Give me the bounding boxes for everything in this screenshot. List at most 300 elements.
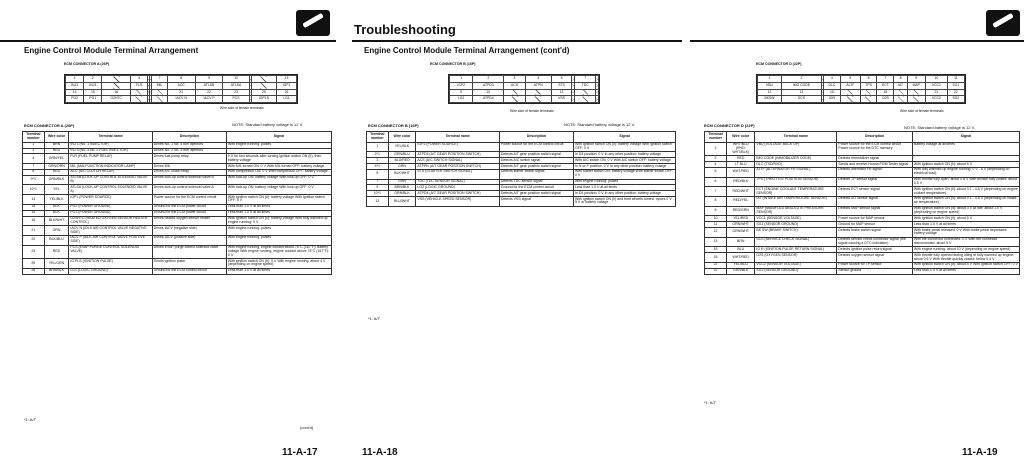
- table-cell: TPS (THROTTLE POSITION SENSOR): [755, 177, 837, 187]
- table-cell: 5: [367, 169, 389, 179]
- connector-pin: 2: [782, 76, 822, 83]
- table-cell: 0 V for two seconds after turning ignition switch ON (II), then battery voltage: [226, 154, 331, 164]
- connector-pin: 16: [102, 89, 131, 96]
- table-cell: BLU/WHT: [388, 197, 416, 207]
- table-cell: Detects TDC sensor signal: [499, 179, 573, 185]
- connector-pin: 3: [504, 76, 525, 83]
- connector-pin: SCS: [782, 96, 822, 103]
- table-cell: 10*1: [23, 185, 45, 195]
- table-cell: With engine running: pulses: [226, 226, 331, 236]
- column-header: Terminal name: [416, 132, 499, 143]
- table-cell: Drives No. 1 No. 4 fuel injectors: [152, 142, 226, 148]
- table-cell: 10*1: [367, 191, 389, 197]
- connector-pin: [596, 96, 599, 103]
- table-cell: Ground for the ECM power circuit: [152, 210, 226, 216]
- connector-pin: [504, 96, 525, 103]
- connector-pin: [907, 96, 925, 103]
- table-cell: BLK: [44, 204, 69, 210]
- connector-pin: 10: [223, 76, 249, 83]
- table-cell: VBU (VOLTAGE BACK UP): [755, 142, 837, 156]
- connector-pin: [596, 89, 599, 96]
- table-cell: 7: [367, 179, 389, 185]
- table-cell: YEL/BLK: [44, 195, 69, 205]
- connector-pin: [860, 96, 877, 103]
- connector-row: [758, 89, 965, 96]
- note: NOTE: Standard battery voltage is 12 V.: [232, 122, 304, 127]
- wrench-icon: [986, 10, 1020, 36]
- table-cell: Detects IAT sensor signal: [837, 196, 913, 206]
- column-header: Terminal number: [367, 132, 389, 143]
- connector-pin: MAP: [907, 82, 925, 89]
- table-row: [23, 245, 332, 259]
- table-row: [705, 268, 1020, 274]
- table-cell: 7: [705, 187, 727, 197]
- table-label: ECM CONNECTOR D (22P): [704, 123, 755, 128]
- connector-row: [450, 96, 599, 103]
- connector-pin: 1: [758, 76, 782, 83]
- connector-diagram: [448, 74, 600, 104]
- table-cell: INJ 3 (No. 3 No. 2 FUEL INJECTOR): [69, 148, 152, 154]
- table-row: [367, 142, 676, 152]
- header-rule: [690, 40, 1024, 42]
- connector-row: [66, 76, 297, 83]
- table-cell: With starter switch ON: battery voltage With starter switch OFF: 0 V: [574, 169, 676, 179]
- table-cell: Drives MIL: [152, 164, 226, 170]
- connector-pin: [894, 89, 907, 96]
- connector-pin: IGPLS: [251, 96, 276, 103]
- connector-pin: 2: [84, 76, 102, 83]
- table-cell: ALTF (ALTERNATOR FR SIGNAL): [755, 167, 837, 177]
- table-cell: RED: [44, 245, 69, 259]
- connector-diagram: [64, 74, 298, 104]
- table-cell: 2: [705, 156, 727, 162]
- table-cell: PG1 (POWER GROUND): [69, 210, 152, 216]
- table-cell: With throttle fully opened during idling of fully warmed up engine: about 0.6 V With throttle quickly closed: below 0.4 V: [912, 253, 1019, 263]
- table-cell: 11: [705, 222, 727, 228]
- table-cell: Power source for the ECM control circuit: [152, 195, 226, 205]
- table-cell: With engine running: pulses: [574, 179, 676, 185]
- table-cell: With ignition switch ON (II): about 3 V At idle: about 1.0 V (depending on engine speed): [912, 206, 1019, 216]
- table-cell: Sends and receive Honda PGM Tester signal: [837, 162, 913, 168]
- table-cell: Less than 1.0 V at all times: [912, 268, 1019, 274]
- connector-pin: 15: [84, 89, 102, 96]
- connector-row: [450, 82, 599, 89]
- connector-pin: PG1: [84, 96, 102, 103]
- connector-label: ECM CONNECTOR B (16P): [430, 62, 476, 66]
- column-header: Terminal name: [69, 132, 152, 143]
- table-cell: Ground for the ECM control circuit: [152, 268, 226, 274]
- table-cell: BLK/WHT: [388, 169, 416, 179]
- table-cell: Less than 1.0 V at all times: [226, 268, 331, 274]
- column-header: Terminal number: [23, 132, 45, 143]
- page-number: 11-A-19: [962, 447, 998, 458]
- table-cell: GRN/YEL: [44, 154, 69, 164]
- table-cell: ECT (ENGINE COOLANT TEMPERATURE SENSOR): [755, 187, 837, 197]
- table-cell: 8: [23, 169, 45, 175]
- table-header-row: [705, 132, 1020, 143]
- connector-pin: MIL: [152, 82, 167, 89]
- table-cell: YEL/BLU: [727, 262, 755, 268]
- table-cell: Drives fuel pump relay: [152, 154, 226, 164]
- table-cell: WHT/RED: [727, 167, 755, 177]
- connector-pin: O2HTC: [102, 96, 131, 103]
- connector-pin: TDC: [575, 82, 596, 89]
- table-row: [705, 237, 1020, 247]
- table-cell: VSS (VEHICLE SPEED SENSOR): [416, 197, 499, 207]
- table-cell: Detects A/T gear position switch signal: [499, 152, 573, 158]
- table-row: [705, 167, 1020, 177]
- wire-side-label: Wire side of female terminals: [220, 106, 264, 110]
- table-cell: Drives EVAP purge control solenoid valve: [152, 245, 226, 259]
- connector-pin: 7: [575, 76, 596, 83]
- table-label: ECM CONNECTOR B (16P): [368, 123, 419, 128]
- table-cell: Detects A/C switch signal: [499, 158, 573, 164]
- table-cell: 9: [367, 185, 389, 191]
- connector-pin: 14: [66, 89, 84, 96]
- connector-row: [758, 82, 965, 89]
- table-cell: STS (STARTER SWITCH SIGNAL): [416, 169, 499, 179]
- table-cell: Detects VSS signal: [499, 197, 573, 207]
- page-number: 11-A-17: [282, 447, 318, 458]
- table-cell: With lock-up ON: battery voltage With lock-up OFF: 0 V: [226, 175, 331, 185]
- table-cell: PCS (EVAP PURGE CONTROL SOLENOID VALVE): [69, 245, 152, 259]
- connector-pin: 18: [877, 89, 894, 96]
- table-cell: MIL (MALFUNCTION INDICATOR LAMP): [69, 164, 152, 170]
- table-cell: 8: [705, 196, 727, 206]
- connector-pin: 10: [473, 89, 504, 96]
- connector-row: [66, 82, 297, 89]
- table-row: [367, 197, 676, 207]
- table-cell: With ignition switch ON (II): about 5 V: [912, 216, 1019, 222]
- table-cell: INJ 1 (No. 1 INJECTOR): [69, 142, 152, 148]
- column-header: Wire color: [388, 132, 416, 143]
- connector-pin: FLR: [130, 82, 147, 89]
- column-header: Wire color: [44, 132, 69, 143]
- table-cell: Detects oxygen sensor signal: [837, 253, 913, 263]
- header-rule: [0, 40, 336, 42]
- connector-pin: 9: [450, 89, 473, 96]
- table-cell: Detects service check connector signal (the signal causing a DTC indication): [837, 237, 913, 247]
- table-cell: YEL/BLK: [388, 142, 416, 152]
- connector-pin: PCS: [223, 96, 249, 103]
- table-cell: FLR (FUEL PUMP RELAY): [69, 154, 152, 164]
- connector-pin: [525, 96, 551, 103]
- table-cell: Power source for MAP sensor: [837, 216, 913, 222]
- table-cell: ATLSB (LOCK-UP CONTROL SOLENOID VALVE B): [69, 175, 152, 185]
- connector-pin: 11: [947, 76, 964, 83]
- terminal-table: [22, 131, 332, 275]
- table-cell: 4: [705, 162, 727, 168]
- connector-pin: ACC: [167, 82, 195, 89]
- column-header: Wire color: [727, 132, 755, 143]
- table-cell: With ignition switch ON (II): about 5 V: [912, 162, 1019, 168]
- connector-pin: 21: [167, 89, 195, 96]
- connector-pin: [102, 76, 131, 83]
- table-cell: BK SW (BRAKE SWITCH): [755, 228, 837, 238]
- table-cell: ATPD4 (A/T GEAR POSITION SWITCH): [416, 191, 499, 197]
- connector-grid: [449, 75, 599, 103]
- table-cell: In N or P position: 0 V In any other position: battery voltage: [574, 164, 676, 170]
- table-cell: WHT/BLU (RHD: WHT/BLK): [727, 142, 755, 156]
- table-cell: Power source for the ECM control circuit Power source for the DTC memory: [837, 142, 913, 156]
- table-cell: TDC (TDC SENSOR SIGNAL): [416, 179, 499, 185]
- connector-pin: 4: [130, 76, 147, 83]
- connector-pin: 13: [276, 76, 296, 83]
- table-cell: RED/BLK: [727, 177, 755, 187]
- table-cell: BLU: [727, 247, 755, 253]
- column-header: Signal: [912, 132, 1019, 143]
- table-cell: PG2 (POWER GROUND): [69, 204, 152, 210]
- table-header-row: [367, 132, 676, 143]
- table-cell: WHT/RED: [727, 253, 755, 263]
- connector-pin: SG1: [947, 82, 964, 89]
- table-cell: Detects MAP sensor signal: [837, 206, 913, 216]
- table-row: [23, 259, 332, 269]
- table-cell: With engine running, engine coolant below 75°C (167°F): battery voltage With engine running, engine coolant above 75°C (167°F): 0 V: [226, 245, 331, 259]
- table-cell: GRN/WHT: [727, 228, 755, 238]
- wire-side-label: Wire side of female terminals: [900, 109, 944, 113]
- connector-pin: STS: [551, 82, 572, 89]
- connector-pin: O2S: [877, 96, 894, 103]
- connector-pin: 5: [551, 76, 572, 83]
- connector-pin: IGR: [823, 96, 840, 103]
- table-cell: IG PLS (IGNITION PULSE): [69, 259, 152, 269]
- table-cell: Drives lock-up control solenoid valve A: [152, 185, 226, 195]
- connector-pin: ATLSB: [195, 82, 223, 89]
- table-cell: 12: [705, 228, 727, 238]
- table-cell: With throttle fully open: about 4.8 V With throttle fully closed: about 0.5 V: [912, 177, 1019, 187]
- table-row: [705, 228, 1020, 238]
- table-row: [23, 195, 332, 205]
- table-row: [23, 226, 332, 236]
- table-cell: BRN/BLK: [388, 185, 416, 191]
- table-cell: 15: [705, 247, 727, 253]
- table-cell: With ignition switch ON (II): battery voltage With ignition switch OFF: 0 V: [574, 142, 676, 152]
- table-cell: With MIL turned ON: 0 V With MIL turned OFF: battery voltage: [226, 164, 331, 170]
- table-cell: IAT (INTAKE AIR TEMPERATURE SENSOR): [755, 196, 837, 206]
- table-cell: With ignition switch ON (II) and front wheels turned: cycles 0 V - 5 V or battery voltage: [575, 196, 674, 205]
- table-cell: SCS (SERVICE CHECK SIGNAL): [755, 237, 837, 247]
- connector-pin: [840, 89, 860, 96]
- table-cell: ACC (A/C CLUTCH RELAY): [69, 169, 152, 175]
- connector-pin: ECT: [877, 82, 894, 89]
- table-row: [705, 206, 1020, 216]
- connector-pin: TPS: [860, 82, 877, 89]
- table-cell: LT BLU: [727, 162, 755, 168]
- connector-pin: 13: [551, 89, 572, 96]
- connector-row: [66, 89, 297, 96]
- table-cell: In D4 position: 0 V In any other position: battery voltage: [574, 191, 676, 197]
- table-row: [367, 169, 676, 179]
- connector-pin: [251, 76, 276, 83]
- connector-pin: VSS: [551, 96, 572, 103]
- table-cell: 1: [23, 142, 45, 148]
- connector-pin: 13: [782, 89, 822, 96]
- section-title: Engine Control Module Terminal Arrangement (cont'd): [364, 46, 570, 55]
- connector-pin: LG2: [450, 96, 473, 103]
- connector-pin: VCC1: [925, 82, 947, 89]
- table-cell: GRN/ORN: [44, 164, 69, 170]
- connector-pin: 15: [823, 89, 840, 96]
- connector-pin: 9: [907, 76, 925, 83]
- connector-pin: ATPD4: [473, 96, 504, 103]
- table-row: [705, 142, 1020, 156]
- table-cell: 1: [705, 142, 727, 156]
- table-row: [23, 235, 332, 245]
- table-cell: Drives heated oxygen sensor heater: [152, 216, 226, 226]
- table-cell: With engine running: about 10 V (depending on engine speed): [912, 247, 1019, 253]
- table-cell: 10: [705, 216, 727, 222]
- column-header: Description: [837, 132, 913, 143]
- connector-pin: IGP1: [276, 82, 296, 89]
- connector-pin: LG1: [276, 96, 296, 103]
- table-row: [705, 196, 1020, 206]
- table-cell: BRN/BLK: [44, 268, 69, 274]
- table-row: [705, 177, 1020, 187]
- connector-pin: INJ3: [84, 82, 102, 89]
- table-cell: 22: [705, 268, 727, 274]
- table-cell: 5: [705, 167, 727, 177]
- table-cell: O2SHTC (HEATED OXYGEN SENSOR HEATER CONTROL): [69, 216, 152, 226]
- connector-pin: 7: [152, 76, 167, 83]
- table-cell: GRN/BLK: [44, 175, 69, 185]
- table-cell: 22: [23, 235, 45, 245]
- table-cell: With engine running: pulses: [226, 142, 331, 148]
- table-cell: With fully warmed up engine running: 0 V - 5 V (depending on electrical load): [912, 167, 1019, 177]
- table-cell: 2: [23, 148, 45, 154]
- table-cell: YEL/RED: [727, 216, 755, 222]
- connector-pin: 12: [758, 89, 782, 96]
- table-cell: RED/WHT: [727, 187, 755, 197]
- table-cell: Sends ignition pulse: [152, 259, 226, 269]
- table-cell: With compressor ON: 0 V With compressor OFF: battery voltage: [226, 169, 331, 175]
- table-cell: DLC (TXD/RXD): [755, 162, 837, 168]
- table-cell: IMO CODE (IMMOBILIZER CODE): [755, 156, 837, 162]
- table-cell: Less than 1.0 V at all times: [574, 185, 676, 191]
- table-cell: 14: [23, 204, 45, 210]
- table-cell: BRN: [727, 237, 755, 247]
- table-cell: Less than 1.0 V at all times: [226, 204, 331, 210]
- table-cell: 2*1: [367, 152, 389, 158]
- connector-row: [450, 89, 599, 96]
- connector-label: ECM CONNECTOR A (26P): [64, 62, 110, 66]
- connector-pin: [525, 89, 551, 96]
- table-cell: 9: [705, 206, 727, 216]
- footnote: *1: A/T: [704, 400, 717, 405]
- connector-row: [758, 76, 965, 83]
- table-cell: 3: [367, 158, 389, 164]
- connector-pin: 5: [840, 76, 860, 83]
- table-cell: Drives No. 2 No. 3 fuel injectors: [152, 148, 226, 154]
- column-header: Description: [499, 132, 573, 143]
- page-title: Troubleshooting: [354, 22, 456, 37]
- connector-pin: 4: [823, 76, 840, 83]
- table-cell: GRN/BLK: [388, 191, 416, 197]
- table-cell: Detects TP sensor signal: [837, 177, 913, 187]
- connector-pin: DLC: [823, 82, 840, 89]
- table-cell: 25: [23, 259, 45, 269]
- table-cell: Power source for the ECM control circuit: [499, 142, 573, 152]
- table-cell: BRN: [44, 142, 69, 148]
- table-cell: ACS (A/C SWITCH SIGNAL): [416, 158, 499, 164]
- connector-pin: IACV N: [167, 96, 195, 103]
- connector-pin: 9: [195, 76, 223, 83]
- connector-pin: INJ1: [66, 82, 84, 89]
- connector-pin: ALTF: [840, 82, 860, 89]
- table-cell: GRN: [388, 179, 416, 185]
- table-cell: RED: [727, 156, 755, 162]
- column-header: Terminal number: [705, 132, 727, 143]
- terminal-table: [366, 131, 676, 207]
- page-number: 11-A-18: [362, 447, 398, 458]
- connector-pin: 21: [925, 89, 947, 96]
- connector-pin: [504, 89, 525, 96]
- table-cell: Drives IACV (negative side): [152, 226, 226, 236]
- table-row: [23, 175, 332, 185]
- table-cell: ATLSA (LOCK-UP CONTROL SOLENOID VALVE A): [69, 185, 152, 195]
- table-cell: 16: [23, 216, 45, 226]
- table-row: [705, 187, 1020, 197]
- page-11-a-17: [0, 0, 336, 468]
- table-cell: Sensor ground: [837, 268, 913, 274]
- table-cell: LG1 (LOGIC GROUND): [69, 268, 152, 274]
- header-rule: [352, 40, 682, 42]
- connector-pin: 1: [66, 76, 84, 83]
- table-cell: O2S (OXYGEN SENSOR): [755, 253, 837, 263]
- table-cell: 13: [23, 195, 45, 205]
- table-cell: Detects A/T gear position switch signal: [499, 164, 573, 170]
- table-cell: In D3 position: 0 V In any other position: battery voltage: [574, 152, 676, 158]
- table-cell: VCC2 (SENSOR VOLTAGE): [755, 262, 837, 268]
- table-cell: RED: [44, 169, 69, 175]
- table-row: [23, 216, 332, 226]
- table-cell: RED: [44, 148, 69, 154]
- terminal-table: [704, 131, 1020, 275]
- connector-pin: 22: [195, 89, 223, 96]
- table-cell: With engine running: pulses: [226, 235, 331, 245]
- table-cell: GRN/WHT: [727, 222, 755, 228]
- table-cell: IACV N (IDLE AIR CONTROL VALVE NEGATIVE SIDE): [69, 226, 152, 236]
- column-header: Signal: [226, 132, 331, 143]
- table-cell: 1: [367, 142, 389, 152]
- table-cell: With ignition switch ON (II): 0 V With engine running: about 4 V (depending on engine speed): [226, 259, 331, 269]
- connector-pin: 23: [223, 89, 249, 96]
- table-cell: Detects Immobilizer signal: [837, 156, 913, 162]
- table-cell: GRN/BLU: [388, 152, 416, 158]
- connector-pin: BKSW: [758, 96, 782, 103]
- table-cell: RED/GRN: [727, 206, 755, 216]
- table-cell: SG1 (SENSOR GROUND): [755, 222, 837, 228]
- table-cell: Detects alternator FR signal: [837, 167, 913, 177]
- connector-pin: 2: [473, 76, 504, 83]
- connector-pin: 8: [894, 76, 907, 83]
- column-header: Signal: [574, 132, 676, 143]
- table-header-row: [23, 132, 332, 143]
- connector-grid: [757, 75, 965, 103]
- table-cell: Ground for the ECM control circuit: [499, 185, 573, 191]
- table-cell: Drives lock-up control solenoid valve B: [152, 175, 226, 185]
- connector-row: [758, 96, 965, 103]
- page-11-a-18: [352, 0, 682, 468]
- connector-diagram: [756, 74, 966, 104]
- table-cell: With ignition switch ON (II): battery voltage With fully warmed up engine running: 0 V: [226, 216, 331, 226]
- table-cell: Detects A/T gear position switch signal: [499, 191, 573, 197]
- table-cell: YEL/GRN: [44, 259, 69, 269]
- table-cell: RED/YEL: [727, 196, 755, 206]
- connector-pin: [860, 89, 877, 96]
- connector-pin: IACV P: [195, 96, 223, 103]
- connector-pin: IMO CODE: [782, 82, 822, 89]
